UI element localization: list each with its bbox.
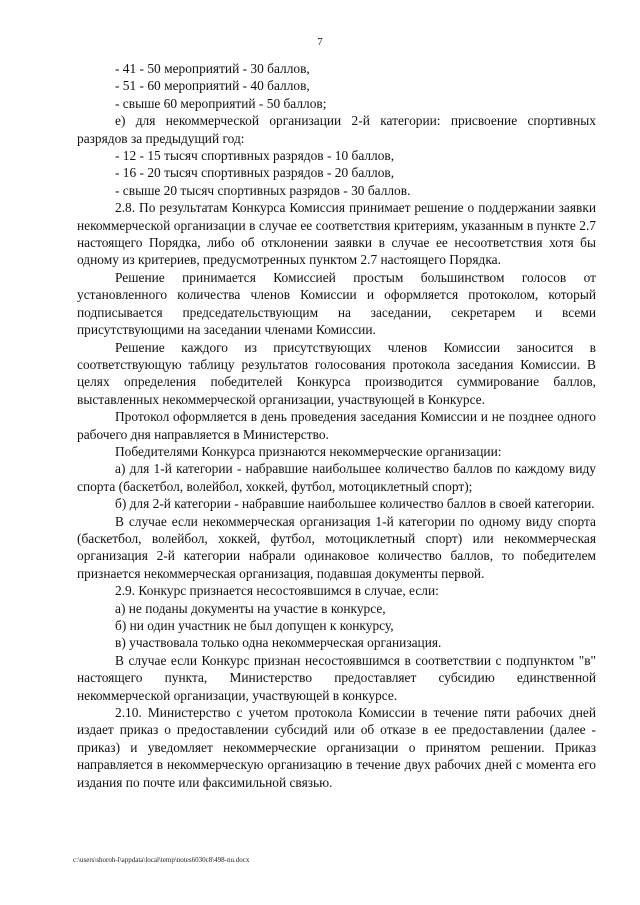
paragraph: а) для 1-й категории - набравшие наибольшее количество баллов по каждому виду спорта (баскетбол, волейбол, хоккей, футбол, мотоциклетный спорт);: [77, 461, 596, 494]
paragraph: - 16 - 20 тысяч спортивных разрядов - 20 баллов,: [115, 165, 395, 181]
paragraph: - свыше 20 тысяч спортивных разрядов - 30 баллов.: [115, 182, 411, 198]
paragraph: - 51 - 60 мероприятий - 40 баллов,: [115, 78, 310, 94]
footer-file-path: c:\users\shoroh-l\appdata\local\temp\notes6030c8\498-nu.docx: [73, 856, 250, 864]
paragraph: 2.10. Министерство с учетом протокола Комиссии в течение пяти рабочих дней издает приказ о предоставлении субсидий или об отказе в ее предоставлении (далее - приказ) и уведомляет некоммерческие организации о принятом решении. Приказ направляется в некоммерческую организацию в течение двух рабочих дней с момента его издания по почте или факсимильной связью.: [77, 705, 596, 790]
paragraph: - свыше 60 мероприятий - 50 баллов;: [115, 95, 327, 111]
paragraph: В случае если некоммерческая организация 1-й категории по одному виду спорта (баскетбол, волейбол, хоккей, футбол, мотоциклетный спорт) или некоммерческая организация 2-й категории набрали одинаковое количество баллов, то победителем признается некоммерческая организация, подавшая документы первой.: [77, 513, 596, 581]
paragraph: - 12 - 15 тысяч спортивных разрядов - 10 баллов,: [115, 148, 395, 164]
paragraph: в) участвовала только одна некоммерческая организация.: [115, 635, 442, 651]
document-body: [77, 60, 596, 791]
paragraph: Решение каждого из присутствующих членов Комиссии заносится в соответствующую таблицу результатов голосования протокола заседания Комиссии. В целях определения победителей Конкурса производится суммирование баллов, выставленных некоммерческой организации, участвующей в Конкурсе.: [77, 339, 596, 407]
paragraph: Победителями Конкурса признаются некоммерческие организации:: [115, 443, 502, 459]
paragraph: Решение принимается Комиссией простым большинством голосов от установленного количества членов Комиссии и оформляется протоколом, который подписывается председательствующим на заседании, секретарем и всеми присутствующими на заседании членами Комиссии.: [77, 269, 596, 338]
paragraph: 2.9. Конкурс признается несостоявшимся в случае, если:: [115, 583, 439, 599]
paragraph: 2.8. По результатам Конкурса Комиссия принимает решение о поддержании заявки некоммерческой организации в случае ее соответствия критериям, указанным в пункте 2.7 настоящего Порядка, либо об отклонении заявки в случае ее несоответствия хотя бы одному из критериев, предусмотренных пунктом 2.7 настоящего Порядка.: [77, 200, 596, 268]
paragraph: В случае если Конкурс признан несостоявшимся в соответствии с подпунктом "в" настоящего пункта, Министерство предоставляет субсидию единственной некоммерческой организации, участвующей в конкурсе.: [77, 652, 596, 703]
paragraph: а) не поданы документы на участие в конкурсе,: [115, 600, 386, 616]
paragraph: - 41 - 50 мероприятий - 30 баллов,: [115, 61, 310, 76]
paragraph: Протокол оформляется в день проведения заседания Комиссии и не позднее одного рабочего дня направляется в Министерство.: [77, 409, 596, 442]
paragraph: б) для 2-й категории - набравшие наибольшее количество баллов в своей категории.: [115, 496, 595, 512]
paragraph: б) ни один участник не был допущен к конкурсу,: [115, 618, 394, 633]
paragraph: е) для некоммерческой организации 2-й категории: присвоение спортивных разрядов за предыдущий год:: [77, 113, 596, 146]
page-number: 7: [317, 36, 323, 48]
